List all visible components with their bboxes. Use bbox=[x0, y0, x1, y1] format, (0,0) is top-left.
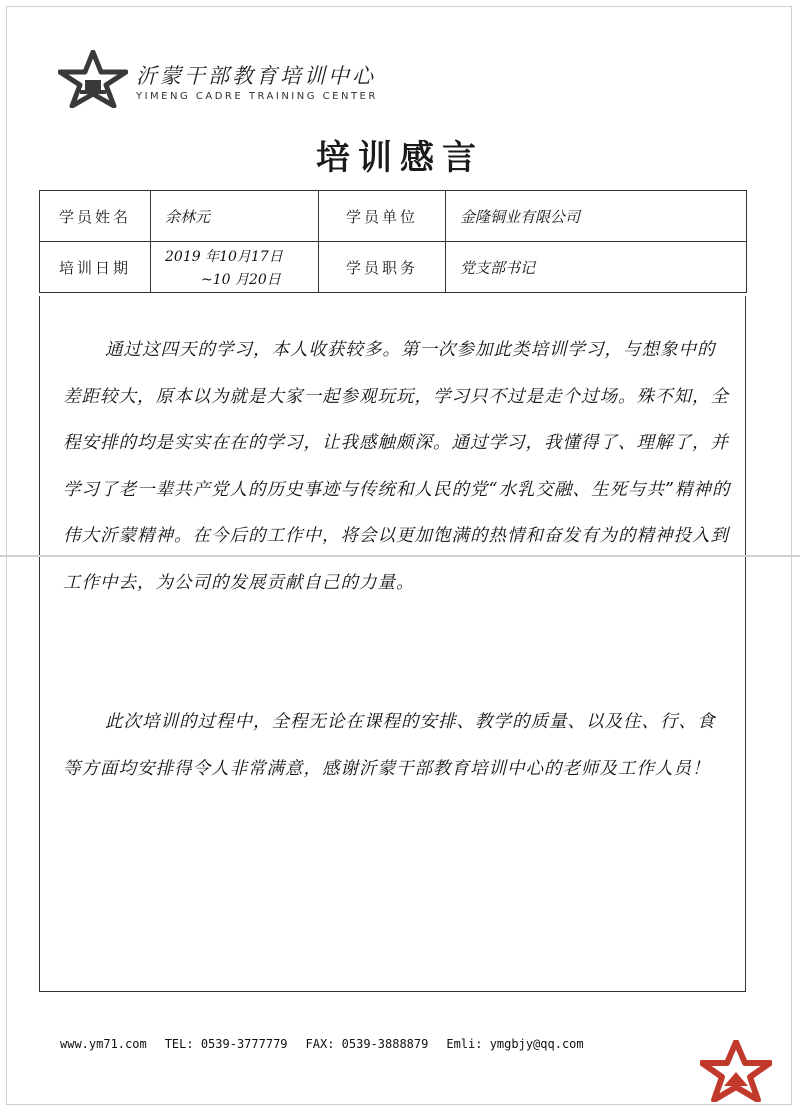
testimonial-paragraph-1: 通过这四天的学习，本人收获较多。第一次参加此类培训学习，与想象中的差距较大，原本以为就是大家一起参观玩玩，学习只不过是走个过场。殊不知，全程安排的均是实实在在的学习，让我感触颇深。通过学习，我懂得了、理解了，并学习了老一辈共产党人的历史事迹与传统和人民的党“水乳交融、生死与共”精神的伟大沂蒙精神。在今后的工作中，将会以更加饱满的热情和奋发有为的精神投入到工作中去，为公司的发展贡献自己的力量。 bbox=[63, 340, 731, 593]
org-name-en: YIMENG CADRE TRAINING CENTER bbox=[136, 91, 378, 102]
position-value: 党支部书记 bbox=[446, 242, 747, 293]
unit-label: 学员单位 bbox=[319, 191, 446, 242]
fax-text: FAX: 0539-3888879 bbox=[305, 1037, 429, 1051]
testimonial-paragraph-2: 此次培训的过程中，全程无论在课程的安排、教学的质量、以及住、行、食等方面均安排得令人非常满意，感谢沂蒙干部教育培训中心的老师及工作人员！ bbox=[63, 712, 716, 779]
unit-value: 金隆铜业有限公司 bbox=[446, 191, 747, 242]
student-info-table bbox=[39, 190, 747, 293]
position-label: 学员职务 bbox=[319, 242, 446, 293]
email-text: Emli: ymgbjy@qq.com bbox=[446, 1037, 584, 1051]
document-title: 培训感言 bbox=[316, 138, 484, 178]
name-label: 学员姓名 bbox=[40, 191, 151, 242]
info-row-date bbox=[40, 242, 747, 293]
date-value bbox=[151, 242, 319, 293]
website-text: www.ym71.com bbox=[60, 1037, 147, 1051]
contact-footer bbox=[60, 1037, 602, 1051]
corner-star-icon bbox=[700, 1040, 772, 1102]
name-value: 余林元 bbox=[151, 191, 319, 242]
star-logo-icon bbox=[58, 50, 128, 108]
date-start: 2019 年10月17日 bbox=[165, 249, 283, 265]
date-end: ~10 月20日 bbox=[201, 272, 281, 288]
info-row-name bbox=[40, 191, 747, 242]
tel-text: TEL: 0539-3777779 bbox=[164, 1037, 288, 1051]
org-name-cn: 沂蒙干部教育培训中心 bbox=[136, 64, 376, 88]
date-label: 培训日期 bbox=[40, 242, 151, 293]
